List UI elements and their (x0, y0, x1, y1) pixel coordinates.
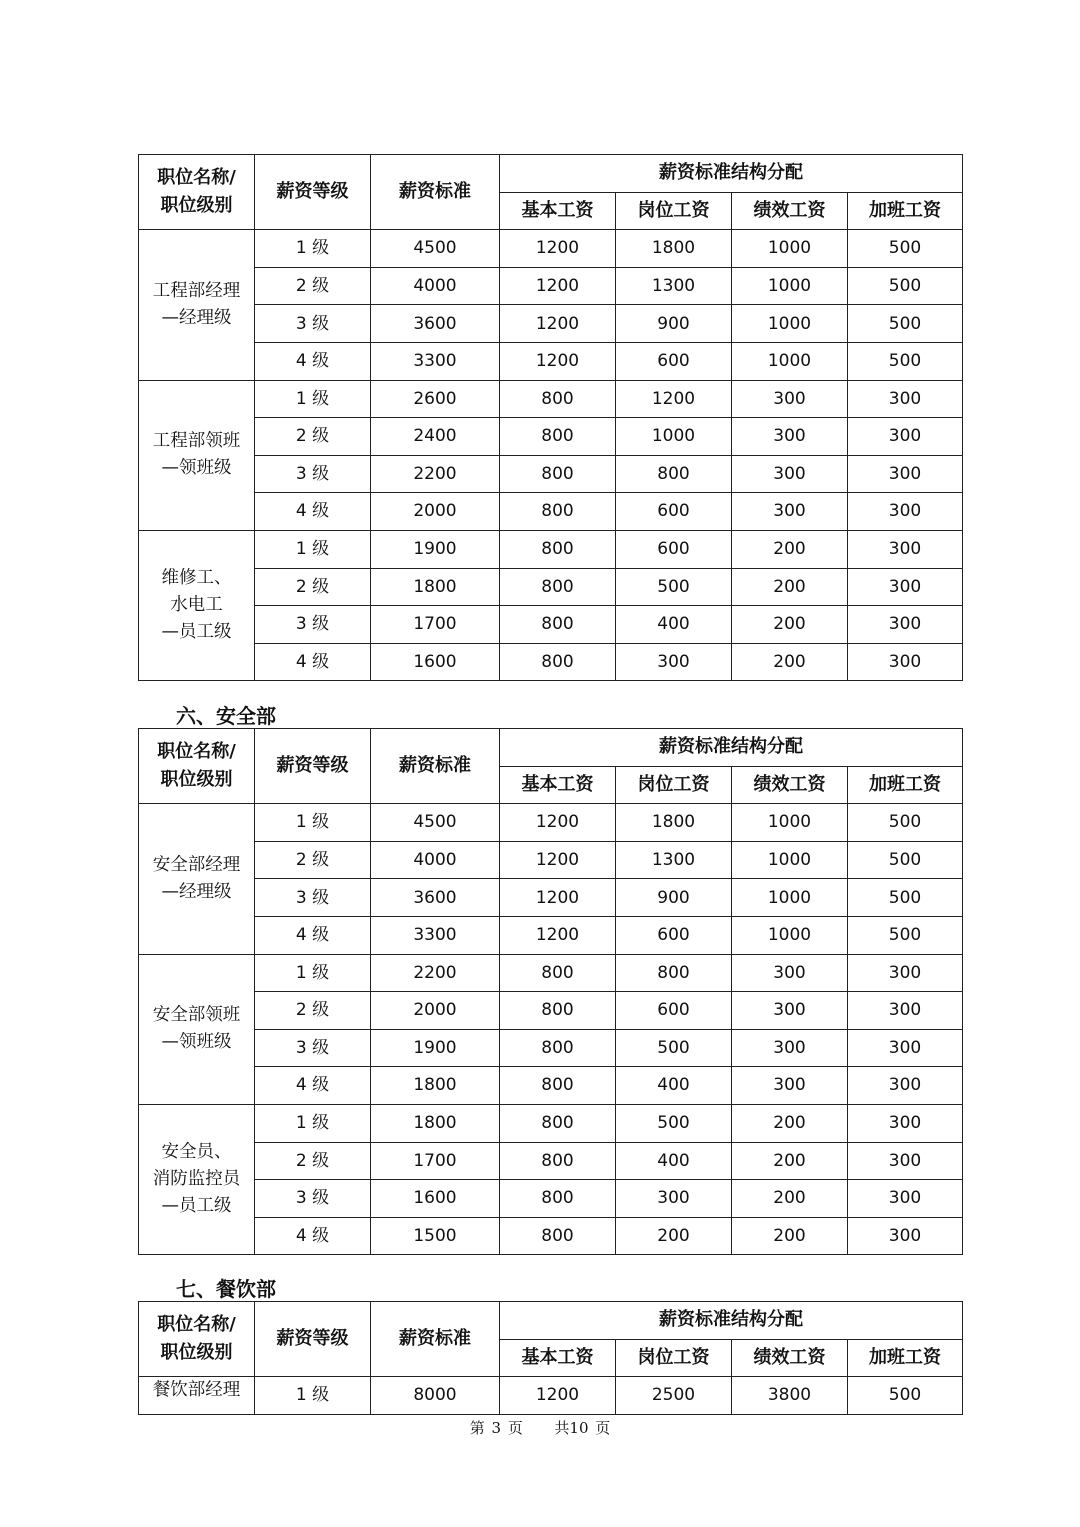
performance-cell: 1000 (732, 879, 848, 917)
grade-cell: 1 级 (255, 954, 371, 992)
post-cell: 2500 (616, 1377, 732, 1415)
overtime-cell: 300 (848, 1067, 963, 1105)
post-cell: 1800 (616, 804, 732, 842)
base-cell: 800 (500, 1067, 616, 1105)
grade-cell: 3 级 (255, 305, 371, 343)
standard-cell: 2200 (371, 455, 500, 493)
performance-cell: 300 (732, 418, 848, 456)
standard-cell: 1800 (371, 568, 500, 606)
table-row (139, 380, 963, 418)
header-position: 职位名称/ 职位级别 (139, 155, 255, 230)
section-title-catering: 七、餐饮部 (176, 1277, 276, 1301)
base-cell: 1200 (500, 916, 616, 954)
header-grade: 薪资等级 (255, 729, 371, 804)
base-cell: 1200 (500, 841, 616, 879)
header-overtime: 加班工资 (848, 1339, 963, 1377)
grade-cell: 2 级 (255, 568, 371, 606)
standard-cell: 4000 (371, 841, 500, 879)
standard-cell: 4000 (371, 267, 500, 305)
base-cell: 800 (500, 606, 616, 644)
post-cell: 800 (616, 455, 732, 493)
table-row (139, 992, 963, 1030)
overtime-cell: 300 (848, 455, 963, 493)
grade-cell: 3 级 (255, 1180, 371, 1218)
performance-cell: 1000 (732, 305, 848, 343)
standard-cell: 4500 (371, 230, 500, 268)
performance-cell: 1000 (732, 916, 848, 954)
performance-cell: 1000 (732, 230, 848, 268)
base-cell: 800 (500, 530, 616, 568)
grade-cell: 3 级 (255, 879, 371, 917)
table-row (139, 267, 963, 305)
table-row (139, 1029, 963, 1067)
grade-cell: 2 级 (255, 418, 371, 456)
post-cell: 400 (616, 1067, 732, 1105)
base-cell: 800 (500, 992, 616, 1030)
grade-cell: 4 级 (255, 493, 371, 531)
table-row (139, 230, 963, 268)
footer-total-unit: 页 (595, 1419, 611, 1437)
position-cell: 安全部领班 —领班级 (139, 954, 255, 1104)
overtime-cell: 500 (848, 305, 963, 343)
grade-cell: 4 级 (255, 1217, 371, 1255)
header-post: 岗位工资 (616, 1339, 732, 1377)
base-cell: 800 (500, 643, 616, 681)
standard-cell: 2200 (371, 954, 500, 992)
overtime-cell: 300 (848, 1104, 963, 1142)
base-cell: 800 (500, 380, 616, 418)
performance-cell: 200 (732, 568, 848, 606)
base-cell: 1200 (500, 305, 616, 343)
header-structure: 薪资标准结构分配 (500, 155, 963, 193)
table-row (139, 643, 963, 681)
standard-cell: 3300 (371, 342, 500, 380)
overtime-cell: 300 (848, 643, 963, 681)
overtime-cell: 500 (848, 230, 963, 268)
standard-cell: 1700 (371, 1142, 500, 1180)
standard-cell: 1600 (371, 1180, 500, 1218)
header-overtime: 加班工资 (848, 192, 963, 230)
post-cell: 600 (616, 493, 732, 531)
post-cell: 1200 (616, 380, 732, 418)
standard-cell: 1600 (371, 643, 500, 681)
post-cell: 600 (616, 530, 732, 568)
header-post: 岗位工资 (616, 766, 732, 804)
overtime-cell: 500 (848, 879, 963, 917)
post-cell: 500 (616, 1029, 732, 1067)
grade-cell: 1 级 (255, 804, 371, 842)
grade-cell: 4 级 (255, 916, 371, 954)
salary-table-security (138, 728, 963, 1255)
performance-cell: 200 (732, 606, 848, 644)
post-cell: 400 (616, 606, 732, 644)
header-grade: 薪资等级 (255, 1302, 371, 1377)
overtime-cell: 500 (848, 804, 963, 842)
post-cell: 600 (616, 342, 732, 380)
base-cell: 800 (500, 455, 616, 493)
base-cell: 800 (500, 1180, 616, 1218)
header-row (139, 729, 963, 767)
post-cell: 300 (616, 1180, 732, 1218)
header-row (139, 1302, 963, 1340)
grade-cell: 3 级 (255, 606, 371, 644)
overtime-cell: 500 (848, 841, 963, 879)
performance-cell: 300 (732, 455, 848, 493)
header-grade: 薪资等级 (255, 155, 371, 230)
header-base: 基本工资 (500, 192, 616, 230)
header-overtime: 加班工资 (848, 766, 963, 804)
table-row (139, 493, 963, 531)
header-standard: 薪资标准 (371, 729, 500, 804)
overtime-cell: 500 (848, 1377, 963, 1415)
standard-cell: 3600 (371, 879, 500, 917)
performance-cell: 3800 (732, 1377, 848, 1415)
standard-cell: 1800 (371, 1104, 500, 1142)
post-cell: 200 (616, 1217, 732, 1255)
header-base: 基本工资 (500, 1339, 616, 1377)
position-cell: 餐饮部经理 (139, 1377, 255, 1415)
overtime-cell: 300 (848, 1029, 963, 1067)
performance-cell: 300 (732, 1067, 848, 1105)
performance-cell: 1000 (732, 342, 848, 380)
standard-cell: 1900 (371, 1029, 500, 1067)
position-cell: 工程部领班 —领班级 (139, 380, 255, 530)
post-cell: 900 (616, 305, 732, 343)
header-row (139, 155, 963, 193)
table-row (139, 455, 963, 493)
standard-cell: 2600 (371, 380, 500, 418)
performance-cell: 300 (732, 380, 848, 418)
post-cell: 900 (616, 879, 732, 917)
table-row (139, 342, 963, 380)
base-cell: 800 (500, 568, 616, 606)
base-cell: 1200 (500, 1377, 616, 1415)
table-row (139, 1217, 963, 1255)
grade-cell: 1 级 (255, 1377, 371, 1415)
overtime-cell: 300 (848, 606, 963, 644)
base-cell: 800 (500, 1142, 616, 1180)
base-cell: 800 (500, 1217, 616, 1255)
grade-cell: 4 级 (255, 1067, 371, 1105)
standard-cell: 4500 (371, 804, 500, 842)
header-post: 岗位工资 (616, 192, 732, 230)
performance-cell: 300 (732, 954, 848, 992)
header-performance: 绩效工资 (732, 192, 848, 230)
performance-cell: 1000 (732, 267, 848, 305)
grade-cell: 2 级 (255, 841, 371, 879)
header-structure: 薪资标准结构分配 (500, 729, 963, 767)
grade-cell: 1 级 (255, 530, 371, 568)
table-row (139, 305, 963, 343)
header-standard: 薪资标准 (371, 1302, 500, 1377)
post-cell: 400 (616, 1142, 732, 1180)
section-title-security: 六、安全部 (176, 704, 276, 728)
grade-cell: 2 级 (255, 1142, 371, 1180)
table-row (139, 954, 963, 992)
grade-cell: 3 级 (255, 455, 371, 493)
performance-cell: 300 (732, 493, 848, 531)
table-row (139, 568, 963, 606)
base-cell: 800 (500, 1104, 616, 1142)
overtime-cell: 500 (848, 916, 963, 954)
header-position: 职位名称/ 职位级别 (139, 729, 255, 804)
table-row (139, 1377, 963, 1415)
position-cell: 工程部经理 —经理级 (139, 230, 255, 380)
grade-cell: 4 级 (255, 342, 371, 380)
table-row (139, 1067, 963, 1105)
grade-cell: 3 级 (255, 1029, 371, 1067)
standard-cell: 1800 (371, 1067, 500, 1105)
overtime-cell: 500 (848, 267, 963, 305)
overtime-cell: 300 (848, 418, 963, 456)
post-cell: 1300 (616, 841, 732, 879)
post-cell: 500 (616, 568, 732, 606)
base-cell: 1200 (500, 804, 616, 842)
grade-cell: 2 级 (255, 267, 371, 305)
base-cell: 1200 (500, 879, 616, 917)
overtime-cell: 300 (848, 992, 963, 1030)
salary-table-engineering (138, 154, 963, 681)
grade-cell: 4 级 (255, 643, 371, 681)
performance-cell: 200 (732, 1104, 848, 1142)
table-row (139, 916, 963, 954)
performance-cell: 200 (732, 1180, 848, 1218)
table-row (139, 606, 963, 644)
footer-page-number: 3 (491, 1419, 502, 1437)
header-performance: 绩效工资 (732, 766, 848, 804)
overtime-cell: 300 (848, 1180, 963, 1218)
footer-page-unit: 页 (507, 1419, 523, 1437)
base-cell: 800 (500, 1029, 616, 1067)
header-base: 基本工资 (500, 766, 616, 804)
standard-cell: 1900 (371, 530, 500, 568)
post-cell: 600 (616, 916, 732, 954)
post-cell: 1800 (616, 230, 732, 268)
footer-total-pages: 10 (569, 1419, 589, 1437)
standard-cell: 2000 (371, 493, 500, 531)
table-row (139, 1142, 963, 1180)
position-cell: 安全员、 消防监控员 —员工级 (139, 1104, 255, 1254)
base-cell: 800 (500, 418, 616, 456)
post-cell: 600 (616, 992, 732, 1030)
performance-cell: 300 (732, 1029, 848, 1067)
base-cell: 800 (500, 954, 616, 992)
performance-cell: 200 (732, 643, 848, 681)
header-position: 职位名称/ 职位级别 (139, 1302, 255, 1377)
overtime-cell: 300 (848, 380, 963, 418)
grade-cell: 1 级 (255, 1104, 371, 1142)
standard-cell: 2400 (371, 418, 500, 456)
overtime-cell: 300 (848, 530, 963, 568)
overtime-cell: 300 (848, 1217, 963, 1255)
post-cell: 1000 (616, 418, 732, 456)
performance-cell: 1000 (732, 804, 848, 842)
overtime-cell: 300 (848, 1142, 963, 1180)
standard-cell: 3600 (371, 305, 500, 343)
standard-cell: 2000 (371, 992, 500, 1030)
overtime-cell: 300 (848, 493, 963, 531)
post-cell: 1300 (616, 267, 732, 305)
post-cell: 500 (616, 1104, 732, 1142)
grade-cell: 1 级 (255, 380, 371, 418)
grade-cell: 1 级 (255, 230, 371, 268)
header-standard: 薪资标准 (371, 155, 500, 230)
grade-cell: 2 级 (255, 992, 371, 1030)
base-cell: 1200 (500, 342, 616, 380)
base-cell: 1200 (500, 267, 616, 305)
position-cell: 维修工、 水电工 —员工级 (139, 530, 255, 680)
performance-cell: 200 (732, 1217, 848, 1255)
header-structure: 薪资标准结构分配 (500, 1302, 963, 1340)
standard-cell: 1700 (371, 606, 500, 644)
standard-cell: 8000 (371, 1377, 500, 1415)
table-row (139, 530, 963, 568)
overtime-cell: 300 (848, 568, 963, 606)
page-footer (0, 1417, 1080, 1438)
performance-cell: 200 (732, 1142, 848, 1180)
overtime-cell: 300 (848, 954, 963, 992)
header-performance: 绩效工资 (732, 1339, 848, 1377)
table-row (139, 879, 963, 917)
table-row (139, 1180, 963, 1218)
overtime-cell: 500 (848, 342, 963, 380)
footer-prefix: 第 (469, 1419, 485, 1437)
standard-cell: 1500 (371, 1217, 500, 1255)
performance-cell: 1000 (732, 841, 848, 879)
standard-cell: 3300 (371, 916, 500, 954)
table-row (139, 841, 963, 879)
salary-table-catering (138, 1301, 963, 1415)
table-row (139, 418, 963, 456)
post-cell: 800 (616, 954, 732, 992)
performance-cell: 300 (732, 992, 848, 1030)
table-row (139, 804, 963, 842)
position-cell: 安全部经理 —经理级 (139, 804, 255, 954)
base-cell: 800 (500, 493, 616, 531)
footer-total-prefix: 共 (554, 1419, 570, 1437)
post-cell: 300 (616, 643, 732, 681)
table-row (139, 1104, 963, 1142)
base-cell: 1200 (500, 230, 616, 268)
performance-cell: 200 (732, 530, 848, 568)
